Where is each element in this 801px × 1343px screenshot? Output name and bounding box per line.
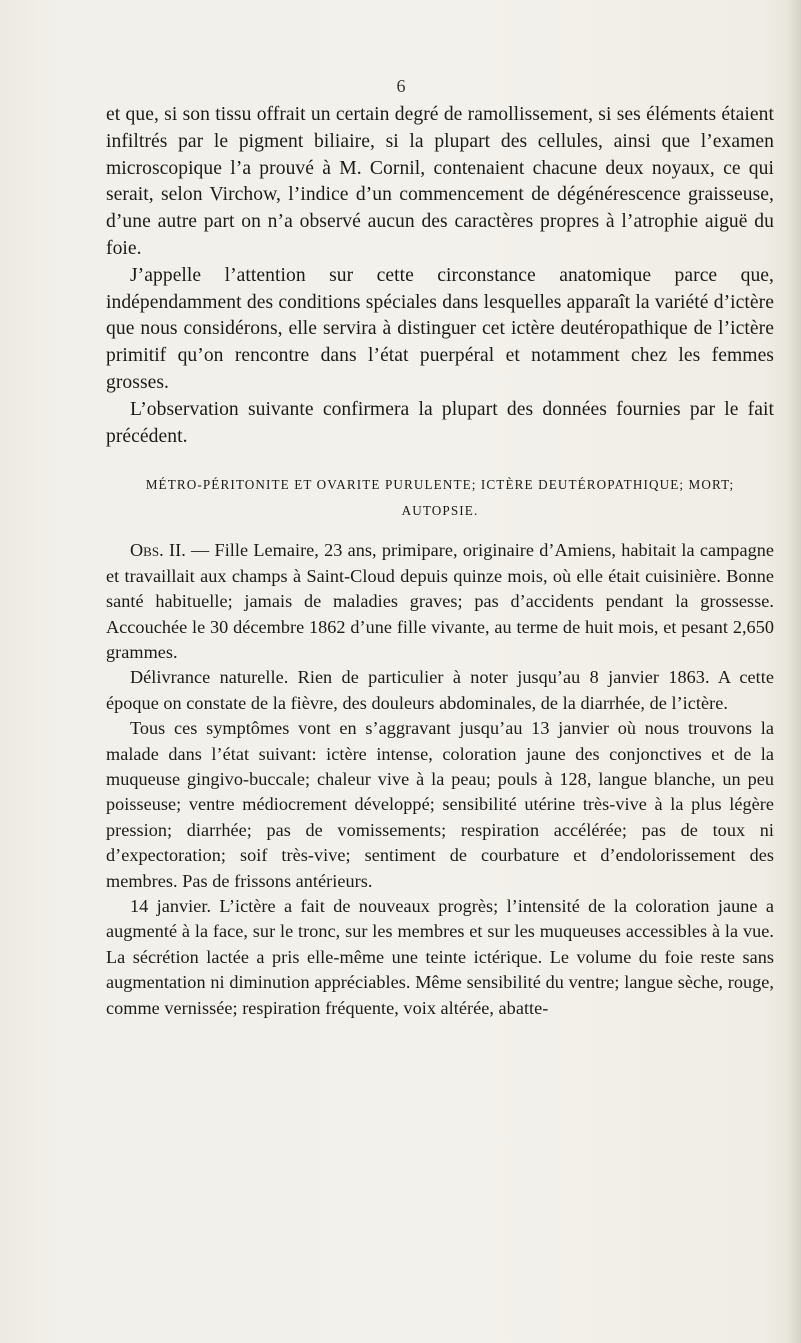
paragraph-observation-intro: L’observation suivante confirmera la plupart des données fournies par le fait précédent. bbox=[106, 398, 774, 447]
page-number: 6 bbox=[396, 76, 406, 96]
observation-intro-text: — Fille Lemaire, 23 ans, primipare, originaire d’Amiens, habitait la campagne et travaillait aux champs à Saint-Cloud depuis quinze mois, où elle était cuisinière. Bonne santé habituelle; jamais de maladies graves; pas d’accidents pendant la grossesse. Accouchée le 30 décembre 1862 d’une fille vivante, au terme de huit mois, et pesant 2,650 grammes. bbox=[106, 540, 774, 662]
page-edge-shadow bbox=[787, 0, 801, 1343]
observation-label: Obs. II. bbox=[130, 540, 186, 561]
paragraph-14-janvier: 14 janvier. L’ictère a fait de nouveaux progrès; l’intensité de la coloration jaune a augmenté à la face, sur le tronc, sur les membres et sur les muqueuses accessibles à la vue. La sécrétion lactée a pris elle-même une teinte ictérique. Le volume du foie reste sans augmentation ni diminution appréciables. Même sensibilité du ventre; langue sèche, rouge, comme vernissée; respiration fréquente, voix altérée, abatte- bbox=[106, 896, 774, 1018]
observation-block bbox=[106, 538, 774, 1021]
observation-first-paragraph bbox=[106, 538, 774, 665]
paragraph-anatomy: et que, si son tissu offrait un certain degré de ramollissement, si ses éléments étaient infiltrés par le pigment biliaire, si la plupart des cellules, ainsi que l’examen microscopique l’a prouvé à M. Cornil, contenaient chacune deux noyaux, ce qui serait, selon Virchow, l’indice d’un commencement de dégénérescence graisseuse, d’une autre part on n’a observé aucun des caractères propres à l’atrophie aiguë du foie. bbox=[106, 104, 774, 259]
paragraph-attention: J’appelle l’attention sur cette circonstance anatomique parce que, indépendamment des conditions spéciales dans lesquelles apparaît la variété d’ictère que nous considérons, elle servira à distinguer cet ictère deutéropathique de l’ictère primitif qu’on rencontre dans l’état puerpéral et notamment chez les femmes grosses. bbox=[106, 264, 774, 393]
page-text bbox=[106, 102, 774, 1021]
paragraph-delivrance: Délivrance naturelle. Rien de particulier à noter jusqu’au 8 janvier 1863. A cette époque on constate de la fièvre, des douleurs abdominales, de la diarrhée, de l’ictère. bbox=[106, 667, 774, 713]
paragraph-symptoms: Tous ces symptômes vont en s’aggravant jusqu’au 13 janvier où nous trouvons la malade dans l’état suivant: ictère intense, coloration jaune des conjonctives et de la muqueuse gingivo-buccale; chaleur vive à la peau; pouls à 128, langue blanche, un peu poisseuse; ventre médiocrement développé; sensibilité utérine très-vive à la plus légère pression; diarrhée; pas de vomissements; respiration accélérée; pas de toux ni d’expectoration; soif très-vive; sentiment de courbature et d’endolorissement des membres. Pas de frissons antérieurs. bbox=[106, 718, 774, 891]
section-heading: MÉTRO-PÉRITONITE ET OVARITE PURULENTE; ICTÈRE DEUTÉROPATHIQUE; MORT; AUTOPSIE. bbox=[145, 477, 735, 519]
